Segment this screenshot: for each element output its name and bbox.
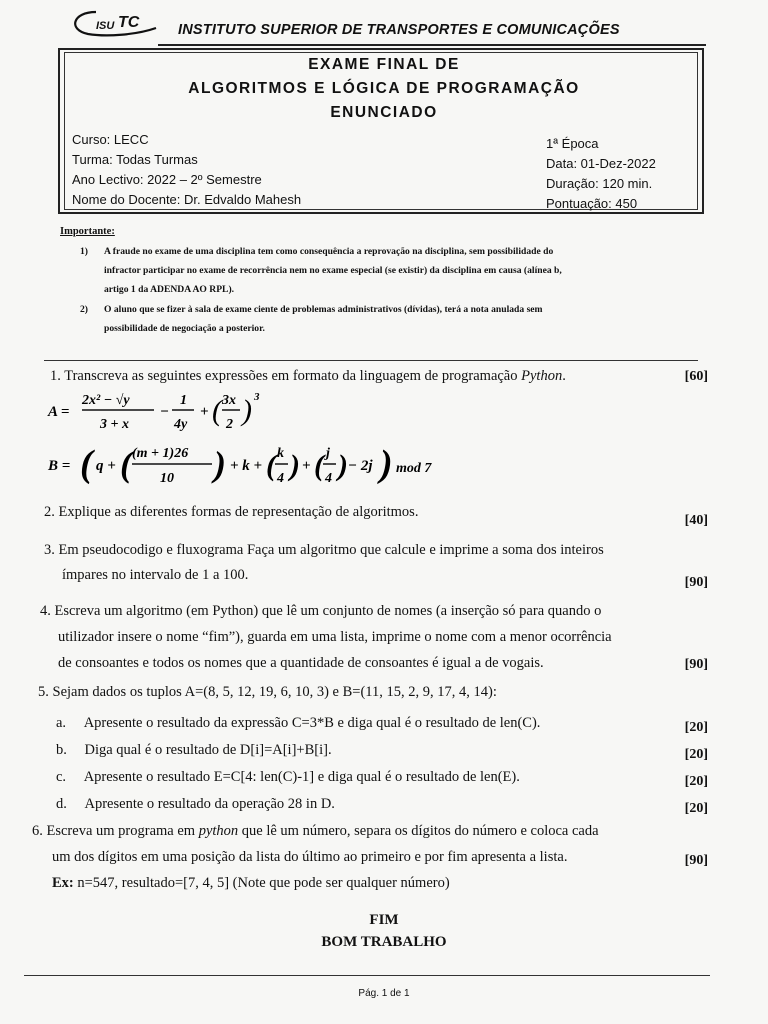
svg-text:1: 1 bbox=[180, 393, 187, 408]
question-points: [40] bbox=[684, 513, 708, 528]
important-line: O aluno que se fizer à sala de exame ciente de problemas administrativos (dívidas), terá a nota anulada sem bbox=[104, 304, 543, 315]
svg-text:(: ( bbox=[212, 394, 222, 427]
question-number: 3. bbox=[44, 542, 55, 558]
svg-text:ISU: ISU bbox=[96, 20, 115, 32]
academic-year: Ano Lectivo: 2022 – 2º Semestre bbox=[72, 172, 262, 187]
important-line: A fraude no exame de uma disciplina tem como consequência a reprovação na disciplina, sem possibilidade do bbox=[104, 246, 554, 257]
header-rule bbox=[158, 44, 706, 46]
svg-text:4: 4 bbox=[325, 471, 332, 486]
svg-text:(: ( bbox=[314, 449, 324, 482]
question-text: Escreva um programa em bbox=[46, 823, 196, 839]
teacher-name: Nome do Docente: Dr. Edvaldo Mahesh bbox=[72, 192, 302, 207]
svg-text:4y: 4y bbox=[174, 417, 188, 432]
formula-a bbox=[44, 388, 274, 438]
footer-rule bbox=[24, 975, 710, 976]
svg-text:q +: q + bbox=[96, 458, 116, 474]
subitem-letter: d. bbox=[56, 796, 67, 812]
exam-title-line3: ENUNCIADO bbox=[330, 104, 438, 121]
exam-date: Data: 01-Dez-2022 bbox=[546, 156, 656, 171]
important-line: possibilidade de negociação a posterior. bbox=[104, 323, 265, 334]
question-line: de consoantes e todos os nomes que a quantidade de consoantes é igual a de vogais. bbox=[58, 655, 544, 671]
subitem-d bbox=[56, 791, 708, 818]
subitem-text: Apresente o resultado da operação 28 in D. bbox=[84, 796, 335, 812]
question-6 bbox=[32, 818, 714, 896]
important-item-number: 1) bbox=[80, 246, 88, 257]
exam-title-line1: EXAME FINAL DE bbox=[308, 56, 460, 73]
svg-text:j: j bbox=[326, 446, 330, 461]
important-line: infractor participar no exame de recorrência nem no exame especial (se existir) da disciplina em causa (alínea b, bbox=[104, 265, 562, 276]
institution-logo bbox=[66, 8, 164, 38]
end-text: FIM bbox=[369, 912, 399, 928]
exam-title-line2: ALGORITMOS E LÓGICA DE PROGRAMAÇÃO bbox=[188, 80, 580, 97]
question-points: [90] bbox=[684, 853, 708, 868]
question-line: ímpares no intervalo de 1 a 100. bbox=[62, 567, 249, 583]
svg-text:): ) bbox=[214, 444, 226, 484]
svg-text:−: − bbox=[160, 404, 170, 420]
exam-season: 1ª Época bbox=[546, 136, 599, 151]
class: Turma: Todas Turmas bbox=[72, 152, 198, 167]
svg-text:2x² − √y: 2x² − √y bbox=[82, 393, 130, 408]
question-example bbox=[52, 870, 714, 896]
svg-text:+: + bbox=[302, 458, 311, 474]
svg-text:4: 4 bbox=[277, 471, 284, 486]
institution-name: INSTITUTO SUPERIOR DE TRANSPORTES E COMUNICAÇÕES bbox=[178, 22, 620, 38]
svg-text:B =: B = bbox=[48, 458, 71, 474]
exam-duration: Duração: 120 min. bbox=[546, 176, 653, 191]
question-punctuation: . bbox=[562, 368, 566, 384]
question-points: [90] bbox=[684, 657, 708, 672]
svg-text:): ) bbox=[242, 394, 252, 427]
svg-text:): ) bbox=[338, 449, 348, 482]
section-separator bbox=[44, 360, 698, 361]
subitem-text: Apresente o resultado da expressão C=3*B e diga qual é o resultado de len(C). bbox=[83, 715, 541, 731]
question-3 bbox=[44, 538, 712, 588]
svg-text:+ k +: + k + bbox=[230, 458, 263, 474]
svg-text:(: ( bbox=[266, 449, 276, 482]
question-text: Sejam dados os tuplos A=(8, 5, 12, 19, 6, 10, 3) e B=(11, 15, 2, 9, 17, 4, 14): bbox=[52, 684, 497, 700]
svg-text:3: 3 bbox=[254, 391, 260, 403]
subitem-points: [20] bbox=[684, 801, 708, 816]
question-points: [90] bbox=[684, 575, 708, 590]
formula-b bbox=[44, 440, 444, 490]
svg-text:10: 10 bbox=[160, 471, 174, 486]
svg-text:+: + bbox=[200, 404, 209, 420]
svg-text:(m + 1)26: (m + 1)26 bbox=[132, 446, 189, 461]
question-text: que lê um número, separa os dígitos do número e coloca cada bbox=[241, 823, 599, 839]
question-5 bbox=[38, 680, 714, 705]
page-number: Pág. 1 de 1 bbox=[358, 988, 410, 999]
good-luck-text: BOM TRABALHO bbox=[321, 934, 447, 950]
subitem-points: [20] bbox=[684, 720, 708, 735]
subitem-b bbox=[56, 737, 708, 764]
course: Curso: LECC bbox=[72, 132, 149, 147]
subitem-letter: c. bbox=[56, 769, 67, 785]
example-label: Ex: bbox=[52, 875, 74, 891]
question-1 bbox=[50, 364, 708, 389]
question-number: 4. bbox=[40, 603, 51, 619]
exam-info-right bbox=[546, 134, 656, 214]
svg-text:k: k bbox=[277, 446, 284, 461]
subitem-points: [20] bbox=[684, 747, 708, 762]
question-number: 6. bbox=[32, 823, 43, 839]
question-2 bbox=[44, 500, 708, 528]
important-title: Importante: bbox=[60, 226, 115, 237]
subitem-letter: a. bbox=[56, 715, 67, 731]
important-item-1 bbox=[80, 242, 710, 299]
svg-text:): ) bbox=[380, 443, 393, 485]
question-line: um dos dígitos em uma posição da lista do último ao primeiro e por fim apresenta a lista. bbox=[52, 849, 568, 865]
question-line: Escreva um algoritmo (em Python) que lê um conjunto de nomes (a inserção só para quando o bbox=[54, 603, 602, 619]
subitem-points: [20] bbox=[684, 774, 708, 789]
svg-text:(: ( bbox=[120, 444, 132, 484]
svg-text:(: ( bbox=[80, 443, 93, 485]
important-item-number: 2) bbox=[80, 304, 88, 315]
question-points: [60] bbox=[684, 369, 708, 384]
question-text: Transcreva as seguintes expressões em formato da linguagem de programação bbox=[64, 368, 518, 384]
svg-text:3 + x: 3 + x bbox=[100, 417, 129, 432]
svg-text:− 2j: − 2j bbox=[348, 458, 373, 474]
exam-info-left bbox=[72, 130, 301, 210]
important-item-2 bbox=[80, 300, 710, 338]
question-text: Explique as diferentes formas de representação de algoritmos. bbox=[58, 504, 419, 520]
question-line: Em pseudocodigo e fluxograma Faça um algoritmo que calcule e imprime a soma dos inteiros bbox=[58, 542, 604, 558]
svg-text:TC: TC bbox=[118, 14, 140, 31]
subitem-text: Apresente o resultado E=C[4: len(C)-1] e diga qual é o resultado de len(E). bbox=[83, 769, 520, 785]
important-line: artigo 1 da ADENDA AO RPL). bbox=[104, 284, 235, 295]
svg-text:A =: A = bbox=[48, 404, 70, 420]
question-language: python bbox=[198, 823, 239, 839]
svg-text:mod 7: mod 7 bbox=[396, 461, 432, 476]
subitem-letter: b. bbox=[56, 742, 67, 758]
exam-score: Pontuação: 450 bbox=[546, 196, 638, 211]
example-text: n=547, resultado=[7, 4, 5] (Note que pode ser qualquer número) bbox=[77, 875, 450, 891]
question-number: 1. bbox=[50, 368, 61, 384]
subitem-a bbox=[56, 710, 708, 737]
svg-text:3x: 3x bbox=[222, 393, 236, 408]
subitem-c bbox=[56, 764, 708, 791]
question-line: utilizador insere o nome “fim”), guarda em uma lista, imprime o nome com a menor ocorrência bbox=[58, 629, 612, 645]
question-number: 2. bbox=[44, 504, 55, 520]
subitem-text: Diga qual é o resultado de D[i]=A[i]+B[i]. bbox=[84, 742, 332, 758]
question-number: 5. bbox=[38, 684, 49, 700]
svg-text:): ) bbox=[290, 449, 300, 482]
question-language: Python bbox=[521, 368, 563, 384]
question-5-subitems bbox=[56, 710, 708, 818]
question-4 bbox=[40, 598, 716, 676]
svg-text:2: 2 bbox=[226, 417, 233, 432]
